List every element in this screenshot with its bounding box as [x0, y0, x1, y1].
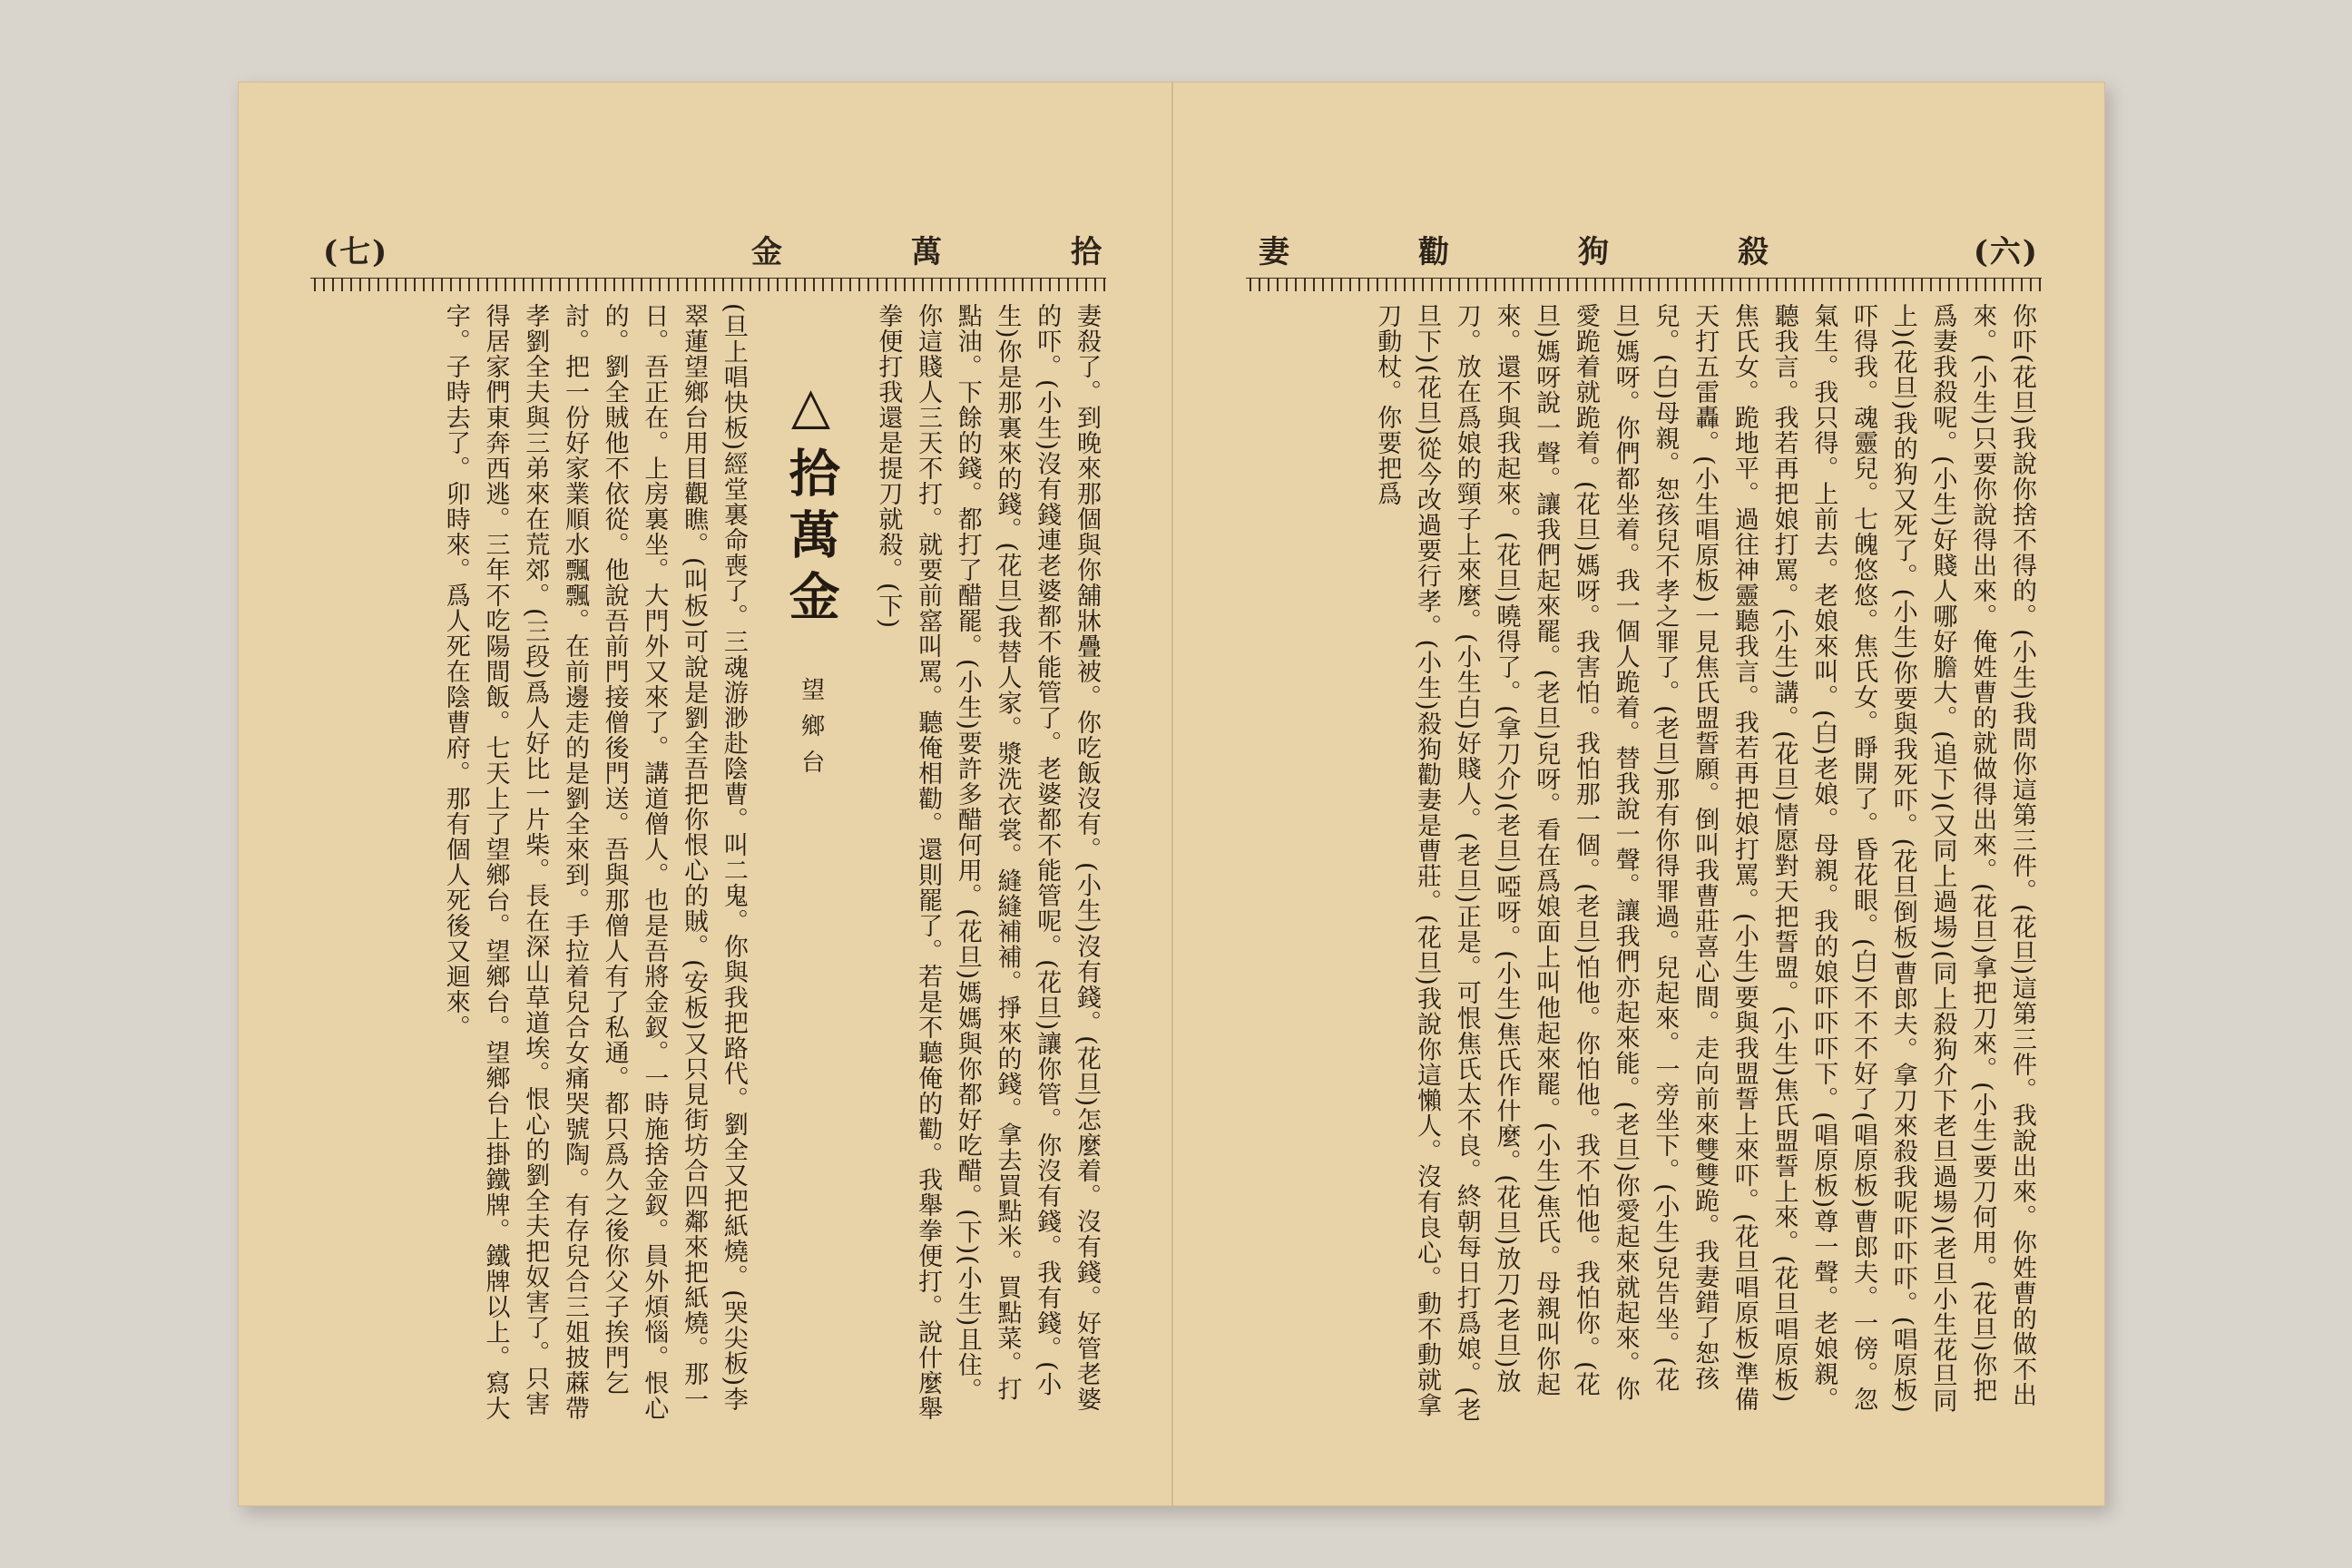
right-title-char-4: 妻	[1259, 234, 1291, 270]
section-heading	[769, 376, 852, 632]
left-page-number: (七)	[323, 234, 389, 270]
right-title-char-1: 殺	[1738, 234, 1770, 270]
right-running-title	[1259, 227, 1770, 271]
left-running-title	[751, 227, 1103, 271]
right-page	[1173, 82, 2107, 1506]
left-title-char-2: 萬	[911, 234, 944, 270]
left-page-header	[323, 227, 1103, 271]
left-title-char-3: 金	[751, 234, 784, 270]
left-page-body	[309, 303, 1106, 1425]
book-spread	[238, 82, 2105, 1506]
left-title-char-1: 拾	[1071, 234, 1103, 270]
left-header-rule	[310, 278, 1106, 291]
left-page	[238, 82, 1171, 1506]
right-header-rule	[1246, 278, 2042, 291]
left-text-after-section: (旦上唱快板)經堂裏命喪了。三魂游渺赴陰曹。叫二鬼。你與我把路代。劉全又把紙燒。(哭尖板)李翠蓮望鄉台用目觀瞧。(叫板)可說是劉全吾把你恨心的賊。(安板)又只見街坊合四鄰來把紙燒。那一日。吾正在。上房裏坐。大門外又來了。講道僧人。也是吾將金釵。一時施捨金釵。員外煩惱。恨心的。劉全賊他不依從。他說吾前門接僧後門送。吾與那僧人有了私通。都只爲久之後你父子挨門乞討。把一份好家業順水飄飄。在前邊走的是劉全來到。手拉着兒合女痛哭號陶。有存兒合三姐披蔴帶孝劉全夫與三弟來在荒郊。(三段)爲人好比一片柴。長在深山草道埃。恨心的劉全夫把奴害了。只害得居家們東奔西逃。三年不吃陽間飯。七天上了望鄉台。望鄉台。望鄉台上掛鐵牌。鐵牌以上。寫大字。子時去了。卯時來。爲人死在陰曹府。那有個人死後又迴來。	[441, 303, 748, 1421]
section-title: 拾萬金	[780, 446, 841, 632]
left-text-before-section: 妻殺了。到晚來那個與你舖牀疊被。你吃飯沒有。(小生)沒有錢。(花旦)怎麼着。沒有錢。好管老婆的吓。(小生)沒有錢連老婆都不能管了。老婆都不能管呢。(花旦)讓你管。你沒有錢。我有錢。(小生)你是那裏來的錢。(花旦)我替人家。漿洗衣裳。縫縫補補。掙來的錢。拿去買點米。買點菜。打點油。下餘的錢。都打了醋罷。(小生)要許多醋何用。(花旦)媽媽與你都好吃醋。(下)(小生)且住。你這賤人三天不打。就要前窰叫罵。聽俺相勸。還則罷了。若是不聽俺的勸。我舉拳便打。說什麼舉拳便打我還是提刀就殺。(下)	[874, 303, 1101, 1421]
right-page-body	[1244, 303, 2042, 1425]
section-subtitle: 望鄉台	[797, 676, 825, 786]
right-title-char-2: 狗	[1578, 234, 1611, 270]
right-title-char-3: 勸	[1418, 234, 1451, 270]
right-page-number: (六)	[1973, 234, 2039, 270]
triangle-marker-icon: △	[780, 376, 841, 446]
right-text: 你吓(花旦)我說你捨不得的。(小生)我問你這第三件。(花旦)這第三件。我說出來。你姓曹的做不出來。(小生)只要你說得出來。俺姓曹的就做得出來。(花旦)拿把刀來。(小生)要刀何用。(花旦)你把爲妻我殺呢。(小生)好賤人哪好膽大。(追下)(又同上過場)(同上殺狗介下老旦過場)(老旦小生花旦同上)(花旦)我的狗又死了。(小生)你要與我死吓。(花旦倒板)曹郎夫。拿刀來殺我呢吓吓吓。(唱原板)吓得我。魂靈兒。七魄悠悠。焦氏女。睜開了。昏花眼。(白)不不不好了(唱原板)曹郎夫。一傍。忽氣生。我只得。上前去。老娘來叫。(白)老娘。母親。我的娘吓吓吓下。(唱原板)尊一聲。老娘親。聽我言。我若再把娘打罵。(小生)講。(花旦)情愿對天把誓盟。(小生)焦氏盟誓上來。(花旦唱原板)焦氏女。跪地平。過往神靈聽我言。我若再把娘打罵。(小生)要與我盟誓上來吓。(花旦唱原板)準備天打五雷轟。(小生唱原板)一見焦氏盟誓願。倒叫我曹莊喜心間。走向前來雙雙跪。我妻錯了恕孩兒。(白)母親。恕孩兒不孝之罪了。(老旦)那有你得罪過。兒起來。一旁坐下。(小生)兒告坐。(花旦)媽呀。你們都坐着。我一個人跪着。替我說一聲。讓我們亦起來能。(老旦)你愛起來就起來。你愛跪着就跪着。(花旦)媽呀。我害怕。我怕那一個。(老旦)怕他。你怕他。我不怕他。我怕你。(花旦)媽呀說一聲。讓我們起來罷。(老旦)兒呀。看在爲娘面上叫他起來罷。(小生)焦氏。母親叫你起來。還不與我起來。(花旦)曉得了。(拿刀介)(老旦)啞呀。(小生)焦氏作什麼。(花旦)放刀(老旦)放刀。放在爲娘的頸子上來麼。(小生白)好賤人。(老旦)正是。可恨焦氏太不良。終朝每日打爲娘。(老旦下)(花旦)從今改過要行孝。(小生)殺狗勸妻是曹莊。(花旦)我說你這懶人。沒有良心。動不動就拿刀動杖。你要把爲	[1373, 303, 2036, 1423]
right-page-header	[1259, 227, 2039, 271]
